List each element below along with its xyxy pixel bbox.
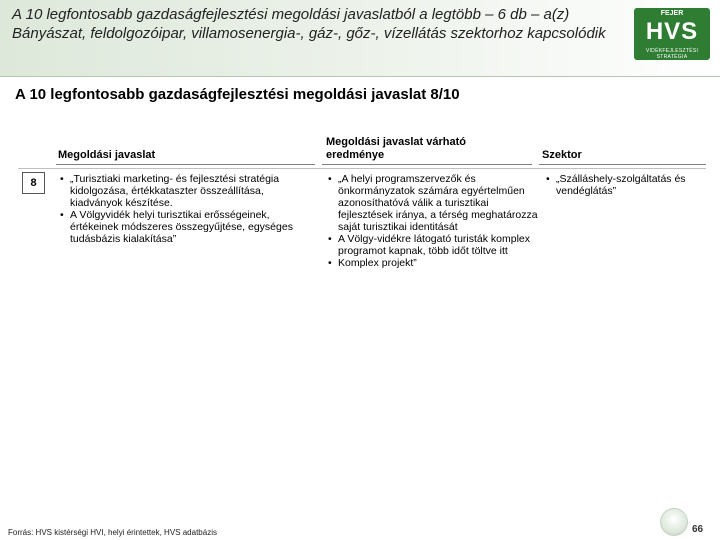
outcome-item-text: A Völgy-vidékre látogató turisták komplex programot kapnak, több időt töltve itt bbox=[338, 233, 531, 257]
emblem-icon bbox=[660, 508, 688, 536]
row-number-badge: 8 bbox=[22, 172, 45, 194]
header-rule-solution bbox=[56, 164, 315, 165]
sector-item bbox=[544, 173, 704, 197]
solution-item bbox=[58, 173, 316, 209]
outcome-item-text: Komplex projekt” bbox=[338, 257, 417, 269]
col-header-sector: Szektor bbox=[542, 149, 582, 161]
logo-sub-text: VIDÉKFEJLESZTÉSI STRATÉGIA bbox=[645, 48, 699, 60]
outcome-item bbox=[326, 173, 538, 233]
bullet-icon: • bbox=[546, 173, 550, 185]
header-rule-sector bbox=[539, 164, 706, 165]
source-note: Forrás: HVS kistérségi HVI, helyi érintettek, HVS adatbázis bbox=[8, 528, 217, 537]
solution-item-text: „Turisztiaki marketing- és fejlesztési stratégia kidolgozása, értékkataszter összeállítása, kiadványok készítése. bbox=[70, 173, 280, 209]
outcome-item bbox=[326, 233, 538, 257]
row-separator bbox=[18, 168, 706, 169]
solution-item-text: A Völgyvidék helyi turisztikai erősségeinek, értékeinek módszeres összegyűjtése, egységes tudásbázis kialakítása” bbox=[70, 209, 293, 245]
solution-list bbox=[58, 173, 316, 245]
sector-item-text: „Szálláshely-szolgáltatás és vendéglátás” bbox=[556, 173, 686, 197]
hvs-logo bbox=[634, 8, 710, 60]
header-rule-outcome bbox=[322, 164, 532, 165]
outcome-item bbox=[326, 257, 538, 269]
logo-main-text: HVS bbox=[645, 18, 699, 45]
bullet-icon: • bbox=[328, 233, 332, 245]
col-header-solution: Megoldási javaslat bbox=[58, 149, 156, 161]
page-number: 66 bbox=[692, 524, 704, 535]
col-header-outcome: Megoldási javaslat várható eredménye bbox=[326, 136, 466, 161]
bullet-icon: • bbox=[328, 257, 332, 269]
page-title: A 10 legfontosabb gazdaságfejlesztési megoldási javaslat 8/10 bbox=[15, 86, 460, 103]
solution-item bbox=[58, 209, 316, 245]
outcome-list bbox=[326, 173, 538, 269]
header-title: A 10 legfontosabb gazdaságfejlesztési megoldási javaslatból a legtöbb – 6 db – a(z) Bányászat, feldolgozóipar, villamosenergia-, gáz-, gőz-, vízellátás szektorhoz kapcsolódik bbox=[12, 6, 606, 42]
bullet-icon: • bbox=[60, 173, 64, 185]
bullet-icon: • bbox=[60, 209, 64, 221]
sector-list bbox=[544, 173, 704, 197]
outcome-item-text: „A helyi programszervezők és önkormányzatok számára egyértelműen azonosíthatóvá válik a turisztikai fejlesztések iránya, a térség meghatározza saját turisztikai identitását bbox=[338, 173, 538, 233]
bullet-icon: • bbox=[328, 173, 332, 185]
header-banner bbox=[0, 0, 720, 77]
logo-top-text: FEJER bbox=[660, 10, 684, 17]
